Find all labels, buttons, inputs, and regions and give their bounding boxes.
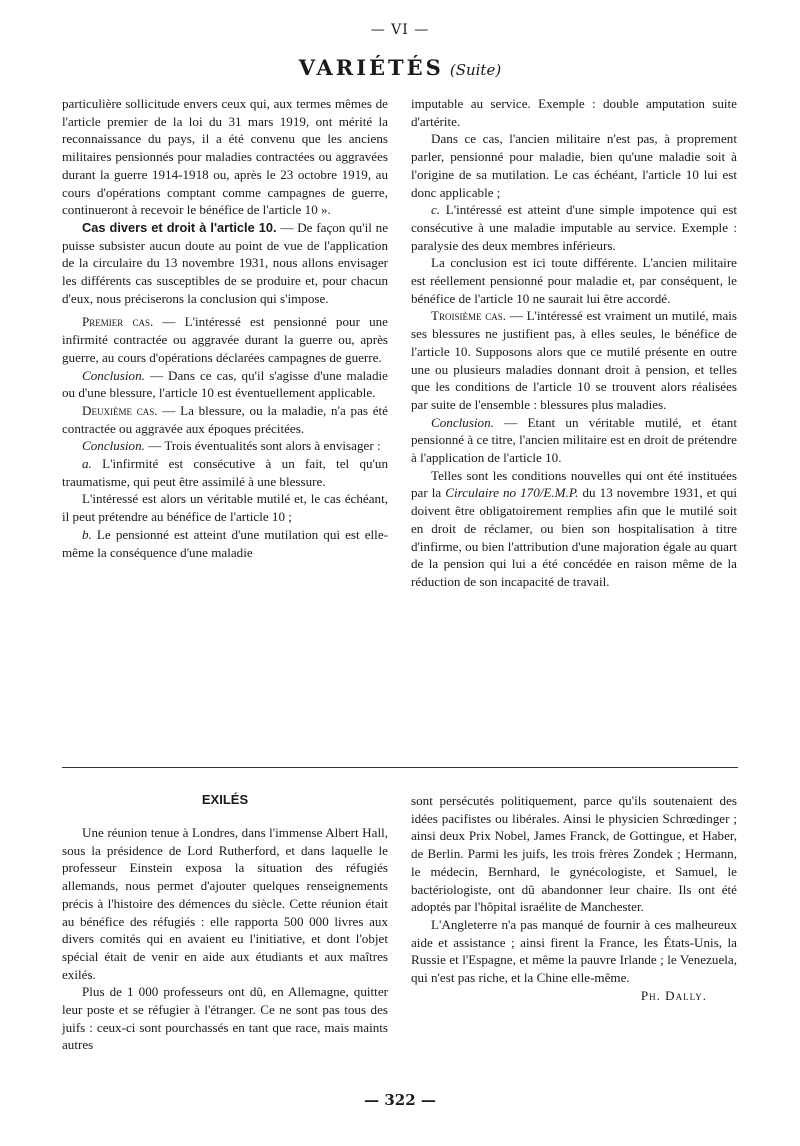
page-number: — 322 —	[364, 1091, 436, 1109]
paragraph-conclusion: Conclusion. — Trois éventualités sont alors à envisager :	[82, 438, 381, 454]
paragraph-circulaire: Telles sont les conditions nouvelles qui ont été instituées par la Circulaire no 170/E.M.P. du 13 novembre 1931, et qui doivent être obligatoirement remplies afin que le mutilé soit en droit de réclamer, ou bien son hospitalisation à titre d'infirme, ou bien l'attribution d'une majoration égale au quart de la pension qui lui a été concédée en raison même de la réduction de son incapacité de travail.	[411, 467, 737, 589]
paragraph: Plus de 1 000 professeurs ont dû, en Allemagne, quitter leur poste et se réfugier à l'étranger. Ce ne sont pas tous des juifs : ceux-ci sont pourchassés en tant que race, mais maints autres	[62, 984, 388, 1053]
case-label: Troisième cas.	[431, 308, 507, 324]
article2-column-right	[411, 792, 737, 1004]
paragraph-premier-cas: Premier cas. — L'intéressé est pensionné pour une infirmité contractée ou aggravée durant la guerre ou, après guerre, au cours d'opérations déclarées campagnes de guerre.	[62, 314, 388, 365]
paragraph-heading: Cas divers et droit à l'article 10.	[82, 219, 277, 235]
paragraph: La conclusion est ici toute différente. L'ancien militaire est réellement pensionné pour maladie et, par conséquent, le bénéfice de l'article 10 ne saurait lui être accordé.	[411, 255, 737, 306]
article1-column-left	[62, 95, 388, 561]
section-title	[0, 55, 800, 80]
conclusion-label: Conclusion.	[431, 414, 494, 430]
paragraph-case-c: c. L'intéressé est atteint d'une simple impotence qui est consécutive à une maladie imputable au service. Exemple : paralysie des deux membres inférieurs.	[411, 202, 737, 253]
paragraph: sont persécutés politiquement, parce qu'ils soutenaient des idées pacifistes ou libérales. Ainsi le physicien Schrœdinger ; ainsi deux Prix Nobel, James Franck, de Gottingue, et Haber, de Berlin. Parmi les juifs, les trois frères Zondek ; Hermann, le médecin, Bernhard, le gynécologiste, et Samuel, le bactériologiste, ont dû abandonner leur chaire. Ils ont été adoptés par l'hôpital israélite de Manchester.	[411, 793, 737, 915]
article-title-exiles: EXILÉS	[201, 792, 249, 807]
circulaire-reference: Circulaire no 170/E.M.P.	[445, 485, 579, 501]
item-label: b.	[82, 526, 92, 542]
article2-column-left	[62, 824, 388, 1054]
paragraph: Une réunion tenue à Londres, dans l'immense Albert Hall, sous la présidence de Lord Rutherford, et dans laquelle le professeur Einstein exposa la situation des réfugiés allemands, nous permet d'ajouter quelques renseignements précis à l'histoire des démences du siècle. Cette réunion était au bénéfice des réfugiés : elle rapporta 500 000 livres aux divers comités qui en avaient eu l'initiative, et dont l'objet spécial était de venir en aide aux étudiants et aux maîtres exilés.	[62, 825, 388, 982]
item-label: c.	[431, 202, 441, 218]
section-title-suite: (Suite)	[449, 61, 502, 79]
paragraph: L'Angleterre n'a pas manqué de fournir à ces malheureux aide et assistance ; ainsi firent la France, les États-Unis, la Russie et l'Espagne, et même la pauvre Irlande ; le Venezuela, qui n'est pas riche, et la Chine elle-même.	[411, 916, 737, 986]
page-header-roman: — VI —	[370, 22, 430, 38]
paragraph-deuxieme-cas: Deuxième cas. — La blessure, ou la maladie, n'a pas été contractée ou aggravée aux époques précitées.	[62, 402, 388, 436]
paragraph-case-a: a. L'infirmité est consécutive à un fait, tel qu'un traumatisme, qui peut être assimilé à une blessure.	[62, 456, 388, 489]
paragraph: L'intéressé est alors un véritable mutilé et, le cas échéant, il peut prétendre au bénéfice de l'article 10 ;	[62, 491, 388, 525]
paragraph-case-b: b. Le pensionné est atteint d'une mutilation qui est elle-même la conséquence d'une maladie	[62, 526, 388, 560]
paragraph: particulière sollicitude envers ceux qui, aux termes mêmes de l'article premier de la loi du 31 mars 1919, ont mérité la reconnaissance du pays, il a été convenu que les anciens militaires pensionnés pour maladies contractées ou aggravées durant la guerre 1914-1918 ou, après le 23 octobre 1919, au cours d'opérations comptant comme campagnes de guerre, continueront à recevoir le bénéfice de l'article 10 ».	[62, 96, 388, 218]
section-divider	[62, 767, 738, 768]
paragraph-cas-divers: Cas divers et droit à l'article 10. — De façon qu'il ne puisse subsister aucun doute au point de vue de l'application de la circulaire du 13 novembre 1931, nous allons envisager les différents cas susceptibles de se produire et, pour chacun d'eux, nous préciserons la conclusion qui s'impose.	[62, 219, 388, 306]
section-title-text: VARIÉTÉS	[298, 55, 444, 80]
conclusion-label: Conclusion.	[82, 367, 145, 383]
conclusion-label: Conclusion.	[82, 438, 145, 454]
paragraph: Dans ce cas, l'ancien militaire n'est pas, à proprement parler, pensionné pour maladie, bien qu'une maladie soit à l'origine de sa mutilation. Le cas échéant, l'article 10 lui est donc applicable ;	[411, 131, 737, 200]
paragraph: imputable au service. Exemple : double amputation suite d'artérite.	[411, 96, 737, 129]
paragraph-conclusion: Conclusion. — Dans ce cas, qu'il s'agisse d'une maladie ou d'une blessure, l'article 10 est éventuellement applicable.	[62, 367, 388, 401]
case-label: Premier cas.	[82, 314, 154, 330]
author-signature: Ph. Dally.	[640, 987, 707, 1003]
article1-column-right	[411, 95, 737, 591]
paragraph-conclusion: Conclusion. — Etant un véritable mutilé, et étant pensionné à ce titre, l'ancien militaire est en droit de prétendre à l'application de l'article 10.	[411, 414, 737, 466]
paragraph-troisieme-cas: Troisième cas. — L'intéressé est vraiment un mutilé, mais ses blessures ne justifient pas, à elles seules, le bénéfice de l'article 10. Supposons alors que ce mutilé présente en outre une ou plusieurs maladies donnant droit à pension, et telles que les conditions de l'article 10 se trouvent alors réalisées par suite de l'ensemble : blessures plus maladies.	[411, 308, 737, 412]
item-label: a.	[82, 456, 92, 472]
case-label: Deuxième cas.	[82, 402, 158, 418]
